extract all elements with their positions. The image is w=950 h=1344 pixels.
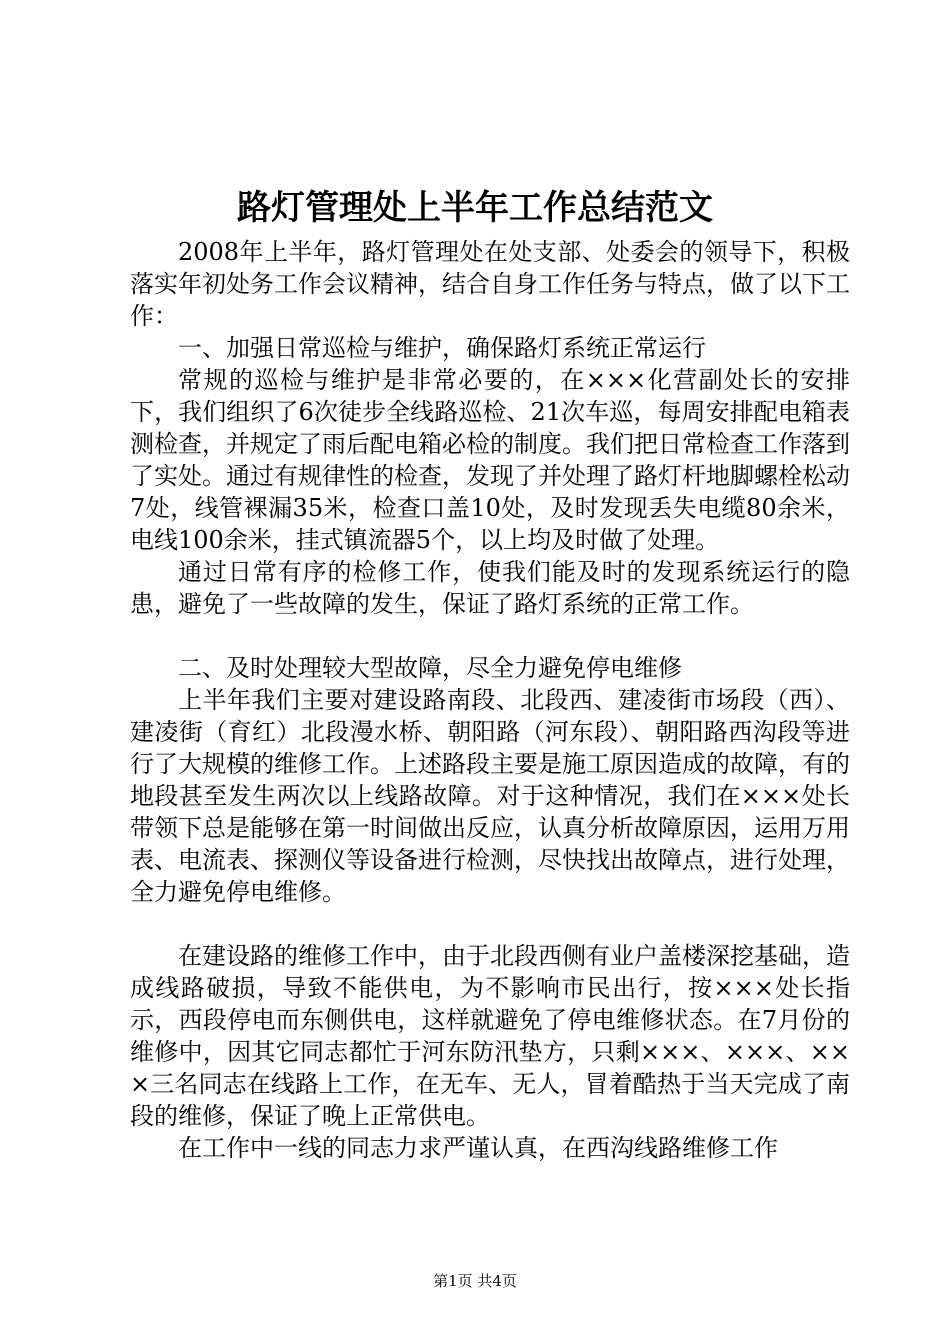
paragraph-maintenance-result: 通过日常有序的检修工作，使我们能及时的发现系统运行的隐患，避免了一些故障的发生，保证了路灯系统的正常工作。 (130, 558, 850, 618)
paragraph-intro: 2008年上半年，路灯管理处在处支部、处委会的领导下，积极落实年初处务工作会议精神，结合自身工作任务与特点，做了以下工作： (130, 238, 850, 330)
section-heading-1: 一、加强日常巡检与维护，确保路灯系统正常运行 (178, 334, 706, 362)
paragraph-repairs: 上半年我们主要对建设路南段、北段西、建凌街市场段（西）、建凌街（育红）北段漫水桥、朝阳路（河东段）、朝阳路西沟段等进行了大规模的维修工作。上述路段主要是施工原因造成的故障，有的地段甚至发生两次以上线路故障。对于这种情况，我们在×××处长带领下总是能够在第一时间做出反应，认真分析故障原因，运用万用表、电流表、探测仪等设备进行检测，尽快找出故障点，进行处理，全力避免停电维修。 (130, 686, 850, 906)
paragraph-frontline: 在工作中一线的同志力求严谨认真，在西沟线路维修工作 (178, 1134, 778, 1162)
paragraph-construction-road: 在建设路的维修工作中，由于北段西侧有业户盖楼深挖基础，造成线路破损，导致不能供电，为不影响市民出行，按×××处长指示，西段停电而东侧供电，这样就避免了停电维修状态。在7月份的维修中，因其它同志都忙于河东防汛垫方，只剩×××、×××、×××三名同志在线路上工作，在无车、无人，冒着酷热于当天完成了南段的维修，保证了晚上正常供电。 (130, 942, 850, 1130)
document-title: 路灯管理处上半年工作总结范文 (237, 188, 713, 228)
section-heading-2: 二、及时处理较大型故障，尽全力避免停电维修 (178, 654, 682, 682)
paragraph-inspection: 常规的巡检与维护是非常必要的，在×××化营副处长的安排下，我们组织了6次徒步全线路巡检、21次车巡，每周安排配电箱表测检查，并规定了雨后配电箱必检的制度。我们把日常检查工作落到了实处。通过有规律性的检查，发现了并处理了路灯杆地脚螺栓松动7处，线管裸漏35米，检查口盖10处，及时发现丢失电缆80余米，电线100余米，挂式镇流器5个，以上均及时做了处理。 (130, 366, 850, 554)
document-body (130, 236, 850, 1164)
page-footer: 第1页 共4页 (433, 1272, 517, 1290)
